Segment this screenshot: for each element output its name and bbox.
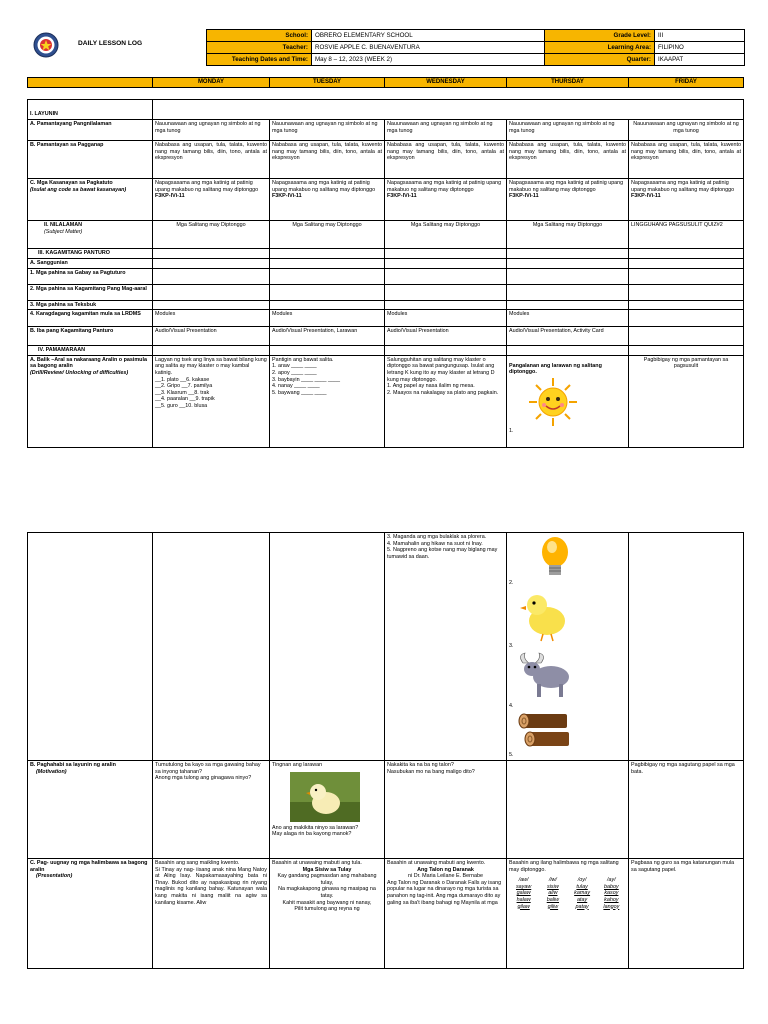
lrdms-monday: Modules <box>153 310 270 327</box>
sanggunian-label: A. Sanggunian <box>28 258 153 268</box>
blank-cell <box>629 310 744 327</box>
blank-cell <box>153 533 270 761</box>
blank-cell <box>385 249 507 259</box>
carabao-image <box>515 649 575 703</box>
blank-cell <box>270 300 385 310</box>
nilalaman-label-cell <box>28 221 153 249</box>
area-value: FILIPINO <box>655 42 745 54</box>
gabay-label: 1. Mga pahina sa Gabay sa Pagtuturo <box>28 268 153 284</box>
layunin-blank <box>153 100 744 120</box>
a-wednesday: Nauunawaan ang ugnayan ng simbolo at ng mga tunog <box>385 120 507 141</box>
story-title: Ang Talon ng Daranak <box>417 866 474 873</box>
iba-pang-kagamitan-label: B. Iba pang Kagamitang Panturo <box>28 327 153 346</box>
c-text: Napagsasama ang mga katinig at patinig upang makabuo ng salitang may diptonggo <box>631 180 735 193</box>
c-wednesday <box>385 179 507 221</box>
teacher-label: Teacher: <box>207 42 312 54</box>
lesson-table-page1 <box>27 99 744 448</box>
kasanayan-label: C. Mga Kasanayan sa Pagkatuto <box>30 180 113 186</box>
grade-label: Grade Level: <box>545 30 655 42</box>
balik-aral-label-cell <box>28 355 153 447</box>
blank-cell <box>153 268 270 284</box>
pamantayang-pangnilalaman-label: A. Pamantayang Pangnilalaman <box>28 120 153 141</box>
blank-cell <box>629 300 744 310</box>
sun-image <box>523 376 583 428</box>
day-header-row <box>27 77 744 88</box>
diptonggo-examples-table <box>509 877 626 910</box>
balik-friday: Pagbibigay ng mga pamantayan sa pagsusulit <box>629 355 744 447</box>
day-monday: MONDAY <box>153 78 270 88</box>
blank-cell <box>270 284 385 300</box>
blank-cell <box>385 300 507 310</box>
item-number-4: 4. <box>509 703 514 710</box>
blank-cell <box>629 533 744 761</box>
c-code: F3KP-IVi-11 <box>155 193 185 200</box>
day-friday: FRIDAY <box>629 78 744 88</box>
b-friday: Nababasa ang usapan, tula, talata, kuwento nang may tamang bilis, diin, tono, antala at ekspresyon <box>629 141 744 179</box>
blank-cell <box>153 284 270 300</box>
grade-value: III <box>655 30 745 42</box>
paghahabi-wednesday: Nakakita ka na ba ng talon? Nasubukan mo na bang maligo dito? <box>385 761 507 859</box>
balik-tuesday: Pantigin ang bawat salita. 1. araw ____ ____ 2. apoy ____ ____ 3. baybayin ____ ____ ____ 4. nanay ____ ____ 5. baywang ____ ____ <box>270 355 385 447</box>
paguugnay-tuesday <box>270 859 385 969</box>
diptonggo-word: baliw <box>546 896 560 903</box>
blank-cell <box>507 284 629 300</box>
blank-cell <box>629 268 744 284</box>
blank-cell <box>270 268 385 284</box>
day-thursday: THURSDAY <box>507 78 629 88</box>
item-number-3: 3. <box>509 642 514 649</box>
a-thursday: Nauunawaan ang ugnayan ng simbolo at ng mga tunog <box>507 120 629 141</box>
c-thursday <box>507 179 629 221</box>
diptonggo-word: kamay <box>574 890 591 897</box>
blank-cell <box>28 533 153 761</box>
nilalaman-label: II. NILALAMAN <box>44 222 83 228</box>
item-number-5: 5. <box>509 751 514 758</box>
kagamitan-heading: III. KAGAMITANG PANTURO <box>28 249 153 259</box>
lrdms-tuesday: Modules <box>270 310 385 327</box>
header-table <box>206 29 745 66</box>
blank-cell <box>270 346 385 356</box>
blank-cell <box>385 346 507 356</box>
iba-tuesday: Audio/Visual Presentation, Larawan <box>270 327 385 346</box>
blank-cell <box>153 249 270 259</box>
balik-thursday-images <box>507 533 629 761</box>
diptonggo-head: /ay/ <box>607 877 616 884</box>
blank-cell <box>270 258 385 268</box>
diptonggo-word: baboy <box>604 883 619 890</box>
blank-cell <box>507 346 629 356</box>
blank-cell <box>385 258 507 268</box>
b-monday: Nababasa ang usapan, tula, talata, kuwento nang may tamang bilis, diin, tono, antala at ekspresyon <box>153 141 270 179</box>
teksbuk-label: 3. Mga pahina sa Teksbuk <box>28 300 153 310</box>
diptonggo-word: langoy <box>603 903 620 910</box>
day-header-blank <box>28 78 153 88</box>
paguugnay-label: C. Pag- uugnay ng mga halimbawa sa bagong aralin <box>30 860 148 873</box>
nilalaman-tuesday: Mga Salitang may Diptonggo <box>270 221 385 249</box>
iba-monday: Audio/Visual Presentation <box>153 327 270 346</box>
poem-body: Kay gandang pagmasdan ang mahabang tulay, Na magkakapong ginawa ng masipag na tatay. Kahit masakit ang baywang ni nanay, Pilit tumulong ang reyna ng <box>277 873 377 913</box>
item-number-2: 2. <box>509 580 514 586</box>
chick-photo <box>290 772 360 822</box>
diptonggo-word: tulay <box>576 883 588 890</box>
lrdms-thursday: Modules <box>507 310 629 327</box>
deped-seal-logo <box>33 32 59 58</box>
dates-label: Teaching Dates and Time: <box>207 54 312 66</box>
wood-logs-image <box>515 710 575 752</box>
paguugnay-friday: Pagbasa ng guro sa mga katanungan mula sa sagutang papel. <box>629 859 744 969</box>
paghahabi-label: B. Paghahabi sa layunin ng aralin <box>30 762 116 768</box>
paghahabi-tuesday-questions: Ano ang makikita ninyo sa larawan? May alaga rin ba kayong manok? <box>272 824 359 838</box>
paguugnay-monday: Basahin ang sang maikling kwento. Si Tinay ay nag- iisang anak nina Mang Natoy at Aling Isay. Napakamasayahing bata ni Tinay. Bukod dito ay napakasipag rin niyang maglinis ng kanilang bahay. Katunayan wala kang makita ni isang maliit na agiw sa kanilang kisame. Aliw <box>153 859 270 969</box>
balik-wednesday: Salungguhitan ang salitang may klaster o diptonggo sa bawat pangungusap. Isulat ang letrang K kung ito ay may klaster at letrang D kung may diptonggo. 1. Ang papel ay nasa ilalim ng mesa. 2. Maayos na nakalagay sa plato ang pagkain. <box>385 355 507 447</box>
paguugnay-wednesday-intro: Basahin at unawaing mabuti ang kwento. <box>387 860 486 866</box>
light-bulb-image <box>533 534 583 580</box>
c-code: F3KP-IVi-11 <box>631 193 661 200</box>
blank-cell <box>629 284 744 300</box>
paghahabi-tuesday <box>270 761 385 859</box>
diptonggo-head: /oy/ <box>577 877 587 884</box>
balik-wednesday-continued: 3. Maganda ang mga bulaklak sa plorera. 4. Mamahalin ang hikaw na suot ni Inay. 5. Nagpreno ang kotse nang may biglang may tumawid sa daan. <box>385 533 507 761</box>
paguugnay-wednesday <box>385 859 507 969</box>
blank-cell <box>385 268 507 284</box>
c-text: Napagsasama ang mga katinig at patinig upang makabuo ng salitang may diptonggo <box>509 180 624 193</box>
day-tuesday: TUESDAY <box>270 78 385 88</box>
nilalaman-sub: (Subject Matter) <box>44 228 83 235</box>
c-code: F3KP-IVi-11 <box>387 193 417 200</box>
b-wednesday: Nababasa ang usapan, tula, talata, kuwento nang may tamang bilis, diin, tono, antala at ekspresyon <box>385 141 507 179</box>
balik-thursday-instruction: Pangalanan ang larawan ng salitang diptonggo. <box>509 362 602 376</box>
nilalaman-wednesday: Mga Salitang may Diptonggo <box>385 221 507 249</box>
diptonggo-word: patay <box>575 903 589 910</box>
blank-cell <box>153 346 270 356</box>
paguugnay-sub: (Presentation) <box>36 873 73 880</box>
layunin-heading: I. LAYUNIN <box>28 100 153 120</box>
day-wednesday: WEDNESDAY <box>385 78 507 88</box>
blank-cell <box>629 258 744 268</box>
balik-thursday <box>507 355 629 447</box>
nilalaman-friday: LINGGUHANG PAGSUSULIT QUIZ#2 <box>629 221 744 249</box>
story-body: Ang Talon ng Daranak o Daranak Falls ay isang popular na lugar na dinarayo ng mga turista sa panahon ng tag-init. Ang mga dumarayo dito ay galing sa iba't ibang bahagi ng Maynila at mga <box>387 879 502 906</box>
b-thursday: Nababasa ang usapan, tula, talata, kuwento nang may tamang bilis, diin, tono, antala at ekspresyon <box>507 141 629 179</box>
paghahabi-sub: (Motivation) <box>36 768 67 775</box>
iba-wednesday: Audio/Visual Presentation <box>385 327 507 346</box>
diptonggo-word: sisiw <box>547 883 559 890</box>
c-friday <box>629 179 744 221</box>
a-friday: Nauunawaan ang ugnayan ng simbolo at ng mga tunog <box>629 120 744 141</box>
blank-cell <box>629 249 744 259</box>
diptonggo-word: galaw <box>516 890 531 897</box>
blank-cell <box>507 300 629 310</box>
paguugnay-label-cell <box>28 859 153 969</box>
area-label: Learning Area: <box>545 42 655 54</box>
balik-aral-sub: (Drill/Review/ Unlocking of difficulties) <box>30 369 129 376</box>
c-code: F3KP-IVi-11 <box>272 193 302 200</box>
lesson-table-page2 <box>27 532 744 969</box>
balik-monday: Lagyan ng tsek ang linya sa bawat bilang kung ang salita ay may klaster o may kambal katinig. __1. plato __6. kakase __2. Gripo __7. pamilya __3. Klasrum __8. trak __4. paaralan __9. trapik __5. guro __10. blusa <box>153 355 270 447</box>
kagamitan-mag-aaral-label: 2. Mga pahina sa Kagamitang Pang Mag-aaral <box>28 284 153 300</box>
quarter-label: Quarter: <box>545 54 655 66</box>
paghahabi-monday: Tumutulong ba kayo sa mga gawaing bahay sa inyong tahanan? Anong mga tulong ang ginagawa ninyo? <box>153 761 270 859</box>
paguugnay-thursday <box>507 859 629 969</box>
diptonggo-word: kahoy <box>604 896 619 903</box>
c-text: Napagsasama ang mga katinig at patinig upang makabuo ng salitang may diptonggo <box>155 180 259 193</box>
diptonggo-word: gilaw <box>517 903 530 910</box>
diptonggo-word: halaw <box>516 896 531 903</box>
blank-cell <box>507 249 629 259</box>
paguugnay-tuesday-intro: Basahin at unawaing mabuti ang tula. <box>272 860 362 866</box>
a-tuesday: Nauunawaan ang ugnayan ng simbolo at ng mga tunog <box>270 120 385 141</box>
chick-image <box>515 587 575 643</box>
paghahabi-friday: Pagbibigay ng mga sagutang papel sa mga bata. <box>629 761 744 859</box>
blank-cell <box>629 327 744 346</box>
blank-cell <box>153 258 270 268</box>
balik-aral-label: A. Balik –Aral sa nakaraang Aralin o pasimula sa bagong aralin <box>30 356 147 370</box>
diptonggo-word: giliw <box>547 903 559 910</box>
blank-cell <box>507 761 629 859</box>
item-number-1: 1. <box>509 427 514 434</box>
diptonggo-word: kasoy <box>604 890 619 897</box>
story-author: ni Dr. Maria Leilane E. Bernabe <box>408 873 483 880</box>
c-text: Napagsasama ang mga katinig at patinig upang makabuo ng salitang may diptonggo <box>272 180 376 193</box>
a-monday: Nauunawaan ang ugnayan ng simbolo at ng mga tunog <box>153 120 270 141</box>
nilalaman-thursday: Mga Salitang may Diptonggo <box>507 221 629 249</box>
dates-value: May 8 – 12, 2023 (WEEK 2) <box>312 54 545 66</box>
c-monday <box>153 179 270 221</box>
diptonggo-word: aliw <box>548 890 558 897</box>
b-tuesday: Nababasa ang usapan, tula, talata, kuwento nang may tamang bilis, diin, tono, antala at ekspresyon <box>270 141 385 179</box>
diptonggo-word: sayaw <box>515 883 532 890</box>
quarter-value: IKAAPAT <box>655 54 745 66</box>
blank-cell <box>507 268 629 284</box>
kasanayan-sub: (Isulat ang code sa bawat kasanayan) <box>30 186 127 193</box>
lrdms-label: 4. Karagdagang kagamitan mula sa LRDMS <box>28 310 153 327</box>
school-label: School: <box>207 30 312 42</box>
nilalaman-monday: Mga Salitang may Diptonggo <box>153 221 270 249</box>
teacher-value: ROSVIE APPLE C. BUENAVENTURA <box>312 42 545 54</box>
diptonggo-word: atay <box>577 896 588 903</box>
blank-cell <box>270 533 385 761</box>
c-text: Napagsasama ang mga katinig at patinig upang makabuo ng salitang may diptonggo <box>387 180 502 193</box>
kasanayan-label-cell <box>28 179 153 221</box>
iba-thursday: Audio/Visual Presentation, Activity Card <box>507 327 629 346</box>
paghahabi-tuesday-intro: Tingnan ang larawan <box>272 762 323 768</box>
c-tuesday <box>270 179 385 221</box>
lrdms-wednesday: Modules <box>385 310 507 327</box>
blank-cell <box>385 284 507 300</box>
school-value: OBRERO ELEMENTARY SCHOOL <box>312 30 545 42</box>
paghahabi-label-cell <box>28 761 153 859</box>
c-code: F3KP-IVi-11 <box>509 193 539 200</box>
diptonggo-head: /iw/ <box>548 877 557 884</box>
pamantayan-pagganap-label: B. Pamantayan sa Pagganap <box>28 141 153 179</box>
blank-cell <box>629 346 744 356</box>
blank-cell <box>153 300 270 310</box>
blank-cell <box>270 249 385 259</box>
poem-title: Mga Sisiw sa Tulay <box>302 866 352 873</box>
pamamaraan-heading: IV. PAMAMARAAN <box>28 346 153 356</box>
diptonggo-head: /aw/ <box>518 877 529 884</box>
document-title: DAILY LESSON LOG <box>78 40 143 47</box>
paguugnay-thursday-intro: Basahin ang ilang halimbawa ng mga salitang may diptonggo. <box>509 860 619 873</box>
blank-cell <box>507 258 629 268</box>
